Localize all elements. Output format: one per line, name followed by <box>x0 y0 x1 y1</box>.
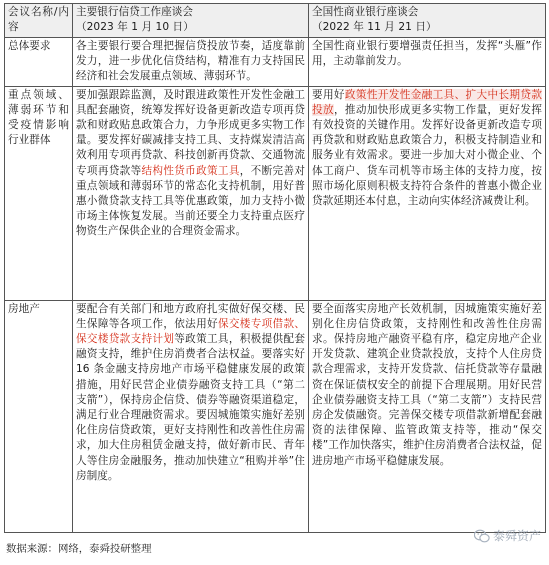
wechat-icon <box>474 529 490 543</box>
table-header-row <box>5 4 546 38</box>
real-estate-left-text-a: 要配合有关部门和地方政府扎实做好保交楼、民生保障等各项工作，依法用好 <box>76 302 305 330</box>
comparison-table <box>4 3 546 533</box>
row-label-real-estate: 房地产 <box>5 300 73 532</box>
data-source-note: 数据来源：网络，泰舜投研整理 <box>6 543 152 555</box>
header-col2-title: 主要银行信贷工作座谈会 <box>76 6 194 18</box>
key-areas-left-highlight: 结构性货币政策工具 <box>141 164 240 177</box>
header-col2-date: （2023 年 1 月 10 日） <box>76 20 194 33</box>
row-label-overall: 总体要求 <box>5 38 73 87</box>
table-row-real-estate <box>5 300 546 532</box>
table-row-overall <box>5 38 546 87</box>
key-areas-national-banks <box>309 86 546 300</box>
header-national-banks-meeting <box>309 4 546 38</box>
real-estate-left-text-b: 等政策工具，积极提供配套融资支持，维护住房消费者合法权益。要落实好 16 条金融支持房地产市场平稳健康发展的政策措施，用好民营企业债券融资支持工具（“第二支箭”），保持房企信贷、债券等融资渠道稳定，满足行业合理融资需求。要因城施策实施好差别化住房信贷政策，更好支持刚性和改善性住房需求，加大住房租赁金融支持，做好新市民、青年人等住房金融服务，推动加快建立“租购并举”住房制度。 <box>76 333 305 482</box>
real-estate-left-highlight: 保交楼专项借款、保交楼贷款支持计划 <box>76 317 306 346</box>
key-areas-left-text-b: ，不断完善对重点领域和薄弱环节的常态化支持机制，用好普惠小微贷款支持工具等优惠政策，加力支持小微市场主体恢复发展。当前还要全力支持重点医疗物资生产保供企业的合理资金需求。 <box>76 164 305 238</box>
key-areas-main-banks <box>73 86 309 300</box>
overall-main-banks: 各主要银行要合理把握信贷投放节奏，适度靠前发力，进一步优化信贷结构，精准有力支持国民经济和社会发展重点领域、薄弱环节。 <box>73 38 309 87</box>
row-label-key-areas: 重点领域、薄弱环节和受疫情影响行业群体 <box>5 86 73 300</box>
key-areas-right-pre: 要用好 <box>312 88 345 101</box>
header-col3-date: （2022 年 11 月 21 日） <box>312 20 437 33</box>
header-col3-title: 全国性商业银行座谈会 <box>312 6 419 18</box>
header-col1-text: 会议名称/内容 <box>8 6 69 33</box>
watermark-text: 泰舜资产 <box>492 529 541 543</box>
key-areas-right-highlight: 政策性开发性金融工具、扩大中长期贷款投放 <box>312 88 542 116</box>
key-areas-right-text-b: ，推动加快形成更多实物工作量，更好发挥有效投资的关键作用。发挥好设备更新改造专项再贷款和财政贴息政策合力，积极支持制造业和服务业有效需求。要进一步加大对小微企业、个体工商户、货车司机等市场主体的支持力度，按照市场化原则积极支持符合条件的普惠小微企业贷款延期还本付息，主动向实体经济减费让利。 <box>312 103 542 208</box>
real-estate-national-banks: 要全面落实房地产长效机制，因城施策实施好差别化住房信贷政策，支持刚性和改善性住房需求。保持房地产融资平稳有序，稳定房地产企业开发贷款、建筑企业贷款投放，支持个人住房贷款合理需求，支持开发贷款、信托贷款等存量融资在保证债权安全的前提下合理展期。用好民营企业债券融资支持工具（“第二支箭”）支持民营房企发债融资。完善保交楼专项借款新增配套融资的法律保障、监管政策支持等，推动“保交楼”工作加快落实，维护住房消费者合法权益，促进房地产市场平稳健康发展。 <box>309 300 546 532</box>
header-meeting-content <box>5 4 73 38</box>
header-main-banks-meeting <box>73 4 309 38</box>
table-row-key-areas <box>5 86 546 300</box>
key-areas-left-text-a: 要加强跟踪监测，及时跟进政策性开发性金融工具配套融资，统筹发挥好设备更新改造专项再贷款和财政贴息政策合力，力争形成更多实物工作量。要发挥好碳减排支持工具、支持煤炭清洁高效利用专项再贷款、科技创新再贷款、交通物流专项再贷款等 <box>76 88 305 177</box>
overall-national-banks: 全国性商业银行要增强责任担当，发挥“头雁”作用，主动靠前发力。 <box>309 38 546 87</box>
real-estate-main-banks <box>73 300 309 532</box>
watermark <box>474 527 541 544</box>
